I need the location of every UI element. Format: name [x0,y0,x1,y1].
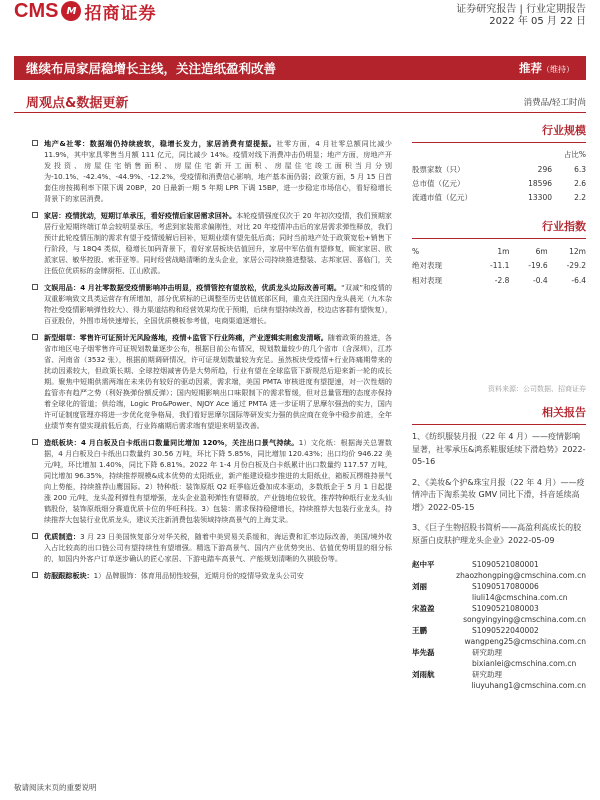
related-reports-title: 相关报告 [412,404,586,425]
analyst-row [412,559,586,570]
logo-cn: 招商证券 [84,3,157,24]
spacer [412,636,465,647]
section-title: 周观点&数据更新 [26,96,129,111]
analyst-id: S1090521080001 [472,560,539,569]
analyst-name: 赵中平 [412,560,435,569]
analyst-email-row [412,658,586,669]
spacer [412,658,472,669]
analyst-row [412,581,586,592]
row-pct: 6.3 [574,164,586,174]
analyst-list [412,559,586,691]
spacer [412,614,463,625]
paragraph-body: 社零方面，4 月社零总额同比减少 11.9%，其中家具零售当月额 111 亿元，同比减少 14%。疫情对线下消费冲击仍明显；地产方面，房地产开发投资、房屋住宅销售面积、房屋住宅新开工面积、房屋住宅竣工面积当月分别为-10.1%、-42.4%、-44.9%、-12.2%，受疫情和消费信心影响，地产基本面仍弱；政策方面，5 月 15 日首套住房按揭利率下限下调 20BP，20 日最新一期 5 年期 LPR 下调 15BP，进一步稳定市场信心，看好稳增长背景下的家居消费。 [44,139,392,203]
title-divider [14,112,586,113]
spacer [412,680,471,691]
row-value: -6.4 [571,276,586,285]
paragraph [44,282,392,326]
paragraph [44,138,392,204]
analyst-name: 刘丽 [412,582,427,591]
related-report-item[interactable]: 2、《美妆&个护&珠宝月报（22 年 4 月）——疫情冲击下淘系美妆 GMV 同比下滑，抖音延续高增》2022-05-15 [412,477,585,512]
table-header-row [412,245,586,258]
bullet-box-icon [32,533,38,539]
scale-unit: 占比% [563,150,586,159]
table-row [412,258,586,273]
paragraph [44,570,392,581]
table-row [412,162,586,176]
paragraph-lead: 地产&社零：数据端仍持续疲软，稳增长发力，家居消费有望提振。 [44,139,277,148]
analyst-name: 宋盈盈 [412,604,435,613]
analyst-name: 毕先磊 [412,648,435,657]
analyst-email[interactable]: bixianlei@cmschina.com.cn [472,659,577,668]
related-report-item[interactable]: 1、《纺织服装月报（22 年 4 月）——疫情影响显著，社零承压&鸿系鞋服延续下滑趋势》2022-05-16 [412,432,586,466]
paragraph [44,332,392,431]
analyst-email-row [412,614,586,625]
rating-value: 推荐 [519,61,542,75]
paragraph-body: 1）文化纸：根据海关总署数据，4 月白板及白卡纸出口数量约 30.56 万吨，环比下降 5.85%，同比增加 120.43%；出口均价 946.22 美元/吨，环比增加 1.40%，同比下降 6.81%。2022 年 1-4 月份白板及白卡纸累计出口数量约 117.57 万吨，同比增加 96.35%，持续推荐规模&成本优势的太阳纸业，新产能建设稳步推进的太阳纸业，箱板瓦楞维持景气向上势能，持续推荐山鹰国际。2）特种纸：装饰原纸 Q2 旺季临近叠加成本驱动，多数纸企于 5 月 1 日起提涨 200 元/吨，龙头盈利弹性有望增强，龙头企业盈利弹性有望释放，产业链地位较优，推荐特种纸行业龙头仙鹤股份，装饰原纸细分赛道优质卡位的华旺科技。3）包装：需求保持稳健增长，持续推荐大包装行业龙头，持续推荐大包装行业优质龙头，建议关注新消费包装领域持续高景气的上海艾录。 [44,438,392,524]
analyst-email[interactable]: zhaozhongping@cmschina.com.cn [456,571,586,580]
bullet-box-icon [32,284,38,290]
row-value: -2.8 [494,276,510,285]
row-label: 总市值（亿元） [412,178,465,188]
paragraph-body: “双减”和疫情的双重影响致文具类运营存有所增加，部分优质标的已调整至历史估值底部区间，重点关注国内龙头晨光（九木杂物社受疫情影响弹性较大）、得力渠道结构和经营效果均优于预期，后续有望持续改善，校边店客群有望恢复），百亚股份，外围市场快速增长，全国优质模板参考值，电商渠道逐增长。 [44,283,393,325]
analyst-id: S1090517080006 [472,582,539,591]
industry-index-title: 行业指数 [412,218,586,239]
analyst-email[interactable]: wangpeng25@cmschina.com.cn [464,637,586,646]
paragraph-body: 本轮疫情强度仅次于 20 年初次疫情，我们预期家居行业短期终端订单会较明显承压，考虑到家装需求偏刚性，对比 20 年疫情冲击后的家居需求弹性释放，我们预计此轮疫情压制的需求有望于疫情缓解后回补，短期业绩有望先低后高；同时当前地产处于政策宽松+销售下行阶段，与 18Q4 类似，稳增长加码背景下，看好家居板块估值回升，家居中军估值有望修复，顾家家居、欧派家居、敏华控股、索菲亚等。同时经营战略清晰的龙头企业，家居公司持续推进整装、志邦家居、喜临门，关注低位优质标的金牌厨柜、江山欧派。 [44,211,392,275]
analyst-id: 研究助理 [472,648,502,657]
row-value: 13300 [528,192,552,202]
industry-index-table [412,245,586,288]
company-logo [14,0,156,22]
logo-mark-icon: M [61,1,81,21]
row-value: -11.1 [490,261,510,270]
analyst-name: 刘雨航 [412,670,435,679]
industry-scale-table [412,162,586,204]
row-label: 流通市值（亿元） [412,192,472,202]
paragraph-body: 3 月 23 日美国恢复部分对华关税，随着中美贸易关系缓和，海运费和汇率边际改善，美国/境外收入占比较高的出口链公司有望持续性有望增强。精选下游高景气、国内产业优势突出、估值优势明显的细分标的，如国内外客户订单逐步确认的匠心家居、下游电踏车高景气、产能规划清晰的久祺股份等。 [44,532,392,563]
row-pct: 2.2 [574,192,586,202]
chart-source: 资料来源：公司数据、招商证券 [488,385,586,393]
page-header [0,0,600,34]
paragraph-lead: 造纸板块：4 月白板及白卡纸出口数量同比增加 120%，关注出口景气持续。 [44,438,299,447]
rating-note: （维持） [542,65,574,74]
index-chart-area [412,288,586,380]
paragraph [44,437,392,525]
paragraph-body: 1）品牌服饰：体育用品韧性较强，近期月份的疫情导致龙头公司安 [93,571,304,580]
table-row [412,273,586,288]
related-report-item[interactable]: 3、《巨子生物招股书简析——高盈利高成长的胶原蛋白皮肤护理龙头企业》2022-05-09 [412,523,582,545]
paragraph [44,531,392,564]
spacer [412,570,456,581]
analyst-email[interactable]: songyingying@cmschina.com.cn [463,615,586,624]
paragraph-lead: 新型烟草：零售许可证预计无风险落地，疫情+监管下行业阵痛，产业逻辑实则愈发清晰。 [44,333,328,342]
row-label: 股票家数（只） [412,164,465,174]
column-header: % [412,247,420,256]
paragraph-body: 随着政策的推进，各省市地区电子烟零售许可证规划数量逐步公布，根据目前公布情况，规划数量较少的几个省市（含深圳），江苏省、河南省（3532 张），根据前期调研情况，许可证规划数量较为充足。虽然板块受疫情+行业阵痛期带来的扰动因素较大，但政策长期、全球控烟减害仍是大势所趋，行业有望在全球监管下新规范后迎来新一轮的成长期。聚焦中短期供需两端在未来仍有较好的驱动因素，需求端，美国 PMTA 审核进度有望提速，对一次性烟的监管亦有趋严之势（利好换弹份额反弹）；国内短期影响出口味限制下的需求暂缓，但对总量管理的态度亦保持着全球化的管道；供给端，Logic Pro&Power、NJOY Ace 通过 PMTA 进一步证明了思摩尔强劲的实力，国内许可证制度管理亦将进一步优化竞争格局，我们看好思摩尔国际等研发实力强的供应商在竞争中稳步前进，全年业绩节奏有望实现前低后高，行业阵痛期后需求端有望迎来明显改善。 [44,333,392,430]
spacer [412,592,472,603]
analyst-email[interactable]: liuli14@cmschina.com.cn [472,593,568,602]
analyst-id: S1090522040002 [472,626,539,635]
row-label: 相对表现 [412,276,442,285]
row-pct: 2.6 [574,178,586,188]
column-header: 12m [569,247,586,256]
logo-en: CMS [14,0,59,22]
bullet-box-icon [32,140,38,146]
paragraph-lead: 家居：疫情扰动，短期订单承压，看好疫情后家居需求回补。 [44,211,237,220]
row-label: 绝对表现 [412,261,442,270]
analyst-row [412,669,586,680]
analyst-name: 王鹏 [412,626,427,635]
analyst-row [412,647,586,658]
title-banner [14,56,586,80]
report-title: 继续布局家居稳增长主线，关注造纸盈利改善 [26,61,277,76]
bullet-box-icon [32,334,38,340]
sidebar [412,122,586,691]
rating [519,60,574,76]
analyst-email-row [412,570,586,581]
bullet-box-icon [32,439,38,445]
analyst-email[interactable]: liuyuhang1@cmschina.com.cn [471,681,586,690]
main-content [44,138,392,587]
row-value: 296 [537,164,552,174]
row-value: -29.2 [566,261,586,270]
analyst-id: 研究助理 [472,670,502,679]
analyst-email-row [412,636,586,647]
bullet-box-icon [32,572,38,578]
table-row [412,190,586,204]
column-header: 1m [497,247,510,256]
industry-scale-title: 行业规模 [412,122,586,143]
analyst-row [412,625,586,636]
paragraph-lead: 优质制造： [44,532,81,541]
footer-note: 敬请阅读末页的重要说明 [14,783,97,792]
column-header: 6m [535,247,548,256]
paragraph-lead: 文娱用品：4 月社零数据受疫情影响冲击明显，疫情管控有望放松，优质龙头边际改善可期。 [44,283,342,292]
analyst-email-row [412,680,586,691]
bullet-box-icon [32,212,38,218]
related-reports-list [412,431,586,547]
paragraph [44,210,392,276]
report-type: 证券研究报告 | 行业定期报告 [456,4,586,15]
analyst-row [412,603,586,614]
industry-label: 消费品/轻工时尚 [523,98,586,108]
row-value: -19.6 [528,261,548,270]
row-value: -0.4 [533,276,548,285]
analyst-email-row [412,592,586,603]
report-date: 2022 年 05 月 22 日 [489,16,586,27]
row-value: 18596 [528,178,552,188]
analyst-id: S1090521080003 [472,604,539,613]
table-row [412,176,586,190]
paragraph-lead: 纺服跟踪板块： [44,571,94,580]
